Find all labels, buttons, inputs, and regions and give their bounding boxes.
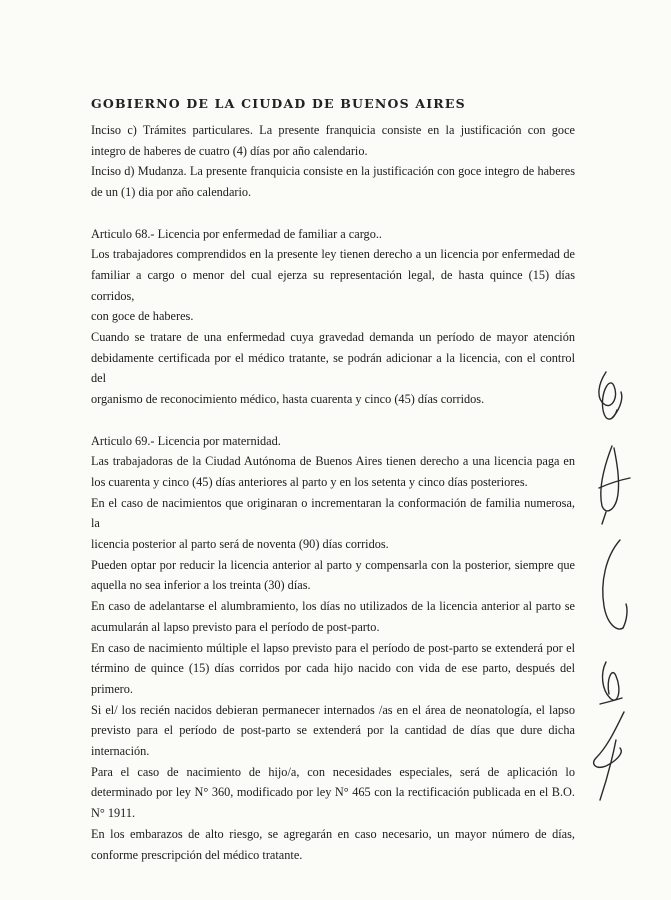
document-body bbox=[91, 120, 575, 865]
art69-p8-line-2: conforme prescripción del médico tratante. bbox=[91, 847, 303, 862]
art68-p1-line-1: Los trabajadores comprendidos en la presente ley tienen derecho a un licencia por enfermedad de bbox=[91, 247, 575, 262]
art69-p3-line-1: Pueden optar por reducir la licencia anterior al parto y compensarla con la posterior, siempre que bbox=[91, 557, 575, 572]
article-69 bbox=[91, 431, 575, 866]
inciso-c-line-1: Inciso c) Trámites particulares. La presente franquicia consiste en la justificación con goce bbox=[91, 123, 575, 137]
inciso-d-line-1: Inciso d) Mudanza. La presente franquicia consiste en la justificación con goce integro de haberes bbox=[91, 164, 575, 179]
art69-p4-line-1: En caso de adelantarse el alumbramiento, los días no utilizados de la licencia anterior al parto se bbox=[91, 599, 575, 614]
art69-p1-line-2: los cuarenta y cinco (45) días anteriores al parto y en los setenta y cinco días posteriores. bbox=[91, 474, 528, 489]
art69-p7-line-2: determinado por ley N° 360, modificado por ley N° 465 con la rectificación publicada en el B.O. bbox=[91, 785, 575, 800]
art69-p8-line-1: En los embarazos de alto riesgo, se agregarán en caso necesario, un mayor número de días, bbox=[91, 826, 575, 841]
art68-p1-line-2: familiar a cargo o menor del cual ejerza su representación legal, de hasta quince (15) días corridos, bbox=[91, 267, 575, 303]
art69-p6-line-1: Si el/ los recién nacidos debieran permanecer internados /as en el área de neonatología, el lapso bbox=[91, 702, 575, 717]
art69-p5-line-3: primero. bbox=[91, 681, 134, 696]
article-68-title: Articulo 68.- Licencia por enfermedad de familiar a cargo.. bbox=[91, 226, 383, 241]
art69-p6-line-2: previsto para el período de post-parto se extenderá por la cantidad de días que dure dicha bbox=[91, 723, 575, 738]
art68-p2-line-3: organismo de reconocimiento médico, hasta cuarenta y cinco (45) días corridos. bbox=[91, 392, 485, 407]
art69-p7-line-1: Para el caso de nacimiento de hijo/a, con necesidades especiales, será de aplicación lo bbox=[91, 764, 575, 779]
inciso-c bbox=[91, 120, 575, 161]
article-68 bbox=[91, 224, 575, 410]
signature-1 bbox=[599, 372, 622, 419]
art68-p2-line-1: Cuando se tratare de una enfermedad cuya gravedad demanda un período de mayor atención bbox=[91, 330, 575, 345]
signature-3 bbox=[603, 540, 627, 629]
art69-p7-line-3: N° 1911. bbox=[91, 806, 136, 821]
art68-p2-line-2: debidamente certificada por el médico tratante, se podrán adicionar a la licencia, con el control del bbox=[91, 350, 575, 386]
signature-2 bbox=[599, 446, 630, 524]
signature-5 bbox=[594, 712, 624, 800]
article-69-title: Articulo 69.- Licencia por maternidad. bbox=[91, 433, 281, 448]
page-header: GOBIERNO DE LA CIUDAD DE BUENOS AIRES bbox=[91, 96, 466, 111]
art69-p5-line-1: En caso de nacimiento múltiple el lapso previsto para el período de post-parto se extenderá por el bbox=[91, 640, 575, 655]
art68-p1-line-3: con goce de haberes. bbox=[91, 309, 194, 324]
art69-p2-line-1: En el caso de nacimientos que originaran o incrementaran la conformación de familia numerosa, la bbox=[91, 495, 575, 531]
art69-p3-line-2: aquella no sea inferior a los treinta (30) días. bbox=[91, 578, 311, 593]
inciso-d bbox=[91, 161, 575, 202]
inciso-d-line-2: de un (1) dia por año calendario. bbox=[91, 185, 252, 200]
art69-p6-line-3: internación. bbox=[91, 744, 150, 759]
art69-p1-line-1: Las trabajadoras de la Ciudad Autónoma de Buenos Aires tienen derecho a una licencia paga en bbox=[91, 454, 575, 469]
art69-p5-line-2: término de quince (15) días corridos por cada hijo nacido con vida de ese parto, después del bbox=[91, 661, 575, 676]
art69-p4-line-2: acumularán al lapso previsto para el período de post-parto. bbox=[91, 619, 380, 634]
inciso-c-line-2: integro de haberes de cuatro (4) días por año calendario. bbox=[91, 143, 368, 158]
art69-p2-line-2: licencia posterior al parto será de noventa (90) días corridos. bbox=[91, 537, 389, 552]
signature-4 bbox=[600, 662, 622, 704]
